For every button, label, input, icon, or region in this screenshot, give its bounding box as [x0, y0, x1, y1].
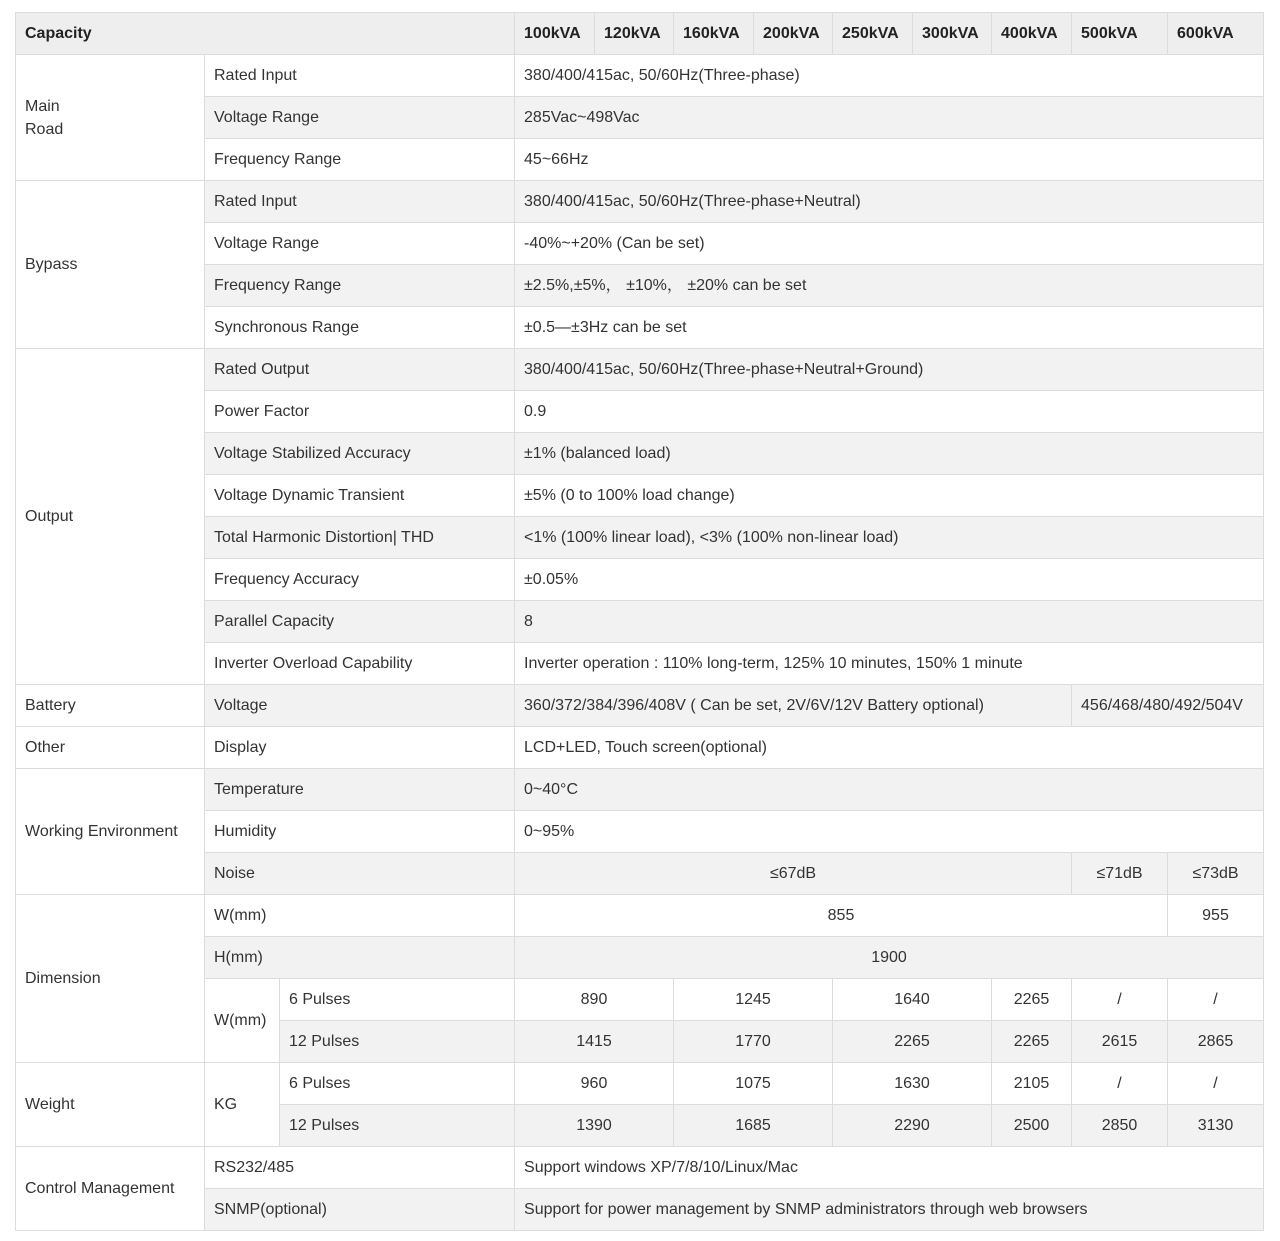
- row-value: ≤67dB: [515, 853, 1072, 895]
- capacity-400kva: 400kVA: [992, 13, 1072, 55]
- table-row: [16, 727, 1264, 769]
- row-label: Inverter Overload Capability: [205, 643, 515, 685]
- capacity-200kva: 200kVA: [754, 13, 833, 55]
- table-row: [16, 1147, 1264, 1189]
- row-label: Rated Input: [205, 181, 515, 223]
- capacity-100kva: 100kVA: [515, 13, 595, 55]
- category-battery: Battery: [16, 685, 205, 727]
- row-value: ≤73dB: [1168, 853, 1264, 895]
- row-value: /: [1168, 1063, 1264, 1105]
- row-label: SNMP(optional): [205, 1189, 515, 1231]
- row-label: Frequency Range: [205, 265, 515, 307]
- row-label: Display: [205, 727, 515, 769]
- capacity-300kva: 300kVA: [913, 13, 992, 55]
- row-value: 456/468/480/492/504V: [1072, 685, 1264, 727]
- row-label: KG: [205, 1063, 280, 1147]
- row-label: Rated Input: [205, 55, 515, 97]
- table-row: [16, 181, 1264, 223]
- row-value: 1245: [674, 979, 833, 1021]
- sub-row-label: 6 Pulses: [280, 1063, 515, 1105]
- row-value: 0~40°C: [515, 769, 1264, 811]
- table-header-row: [16, 13, 1264, 55]
- row-value: 2500: [992, 1105, 1072, 1147]
- row-label: H(mm): [205, 937, 515, 979]
- capacity-160kva: 160kVA: [674, 13, 754, 55]
- sub-row-label: 12 Pulses: [280, 1105, 515, 1147]
- row-value: 2265: [992, 1021, 1072, 1063]
- table-row: [16, 55, 1264, 97]
- row-value: 360/372/384/396/408V ( Can be set, 2V/6V/12V Battery optional): [515, 685, 1072, 727]
- row-value: 1640: [833, 979, 992, 1021]
- row-value: <1% (100% linear load), <3% (100% non-linear load): [515, 517, 1264, 559]
- row-value: /: [1072, 1063, 1168, 1105]
- row-value: Support for power management by SNMP administrators through web browsers: [515, 1189, 1264, 1231]
- table-row: [16, 685, 1264, 727]
- row-label: Temperature: [205, 769, 515, 811]
- row-label: W(mm): [205, 895, 515, 937]
- category-control-management: Control Management: [16, 1147, 205, 1231]
- spec-table-container: [15, 12, 1263, 1231]
- row-label: W(mm): [205, 979, 280, 1063]
- row-label: Voltage Dynamic Transient: [205, 475, 515, 517]
- row-value: 2615: [1072, 1021, 1168, 1063]
- capacity-600kva: 600kVA: [1168, 13, 1264, 55]
- row-value: 1630: [833, 1063, 992, 1105]
- row-value: 2865: [1168, 1021, 1264, 1063]
- ups-spec-table: [15, 12, 1264, 1231]
- row-label: Voltage Range: [205, 97, 515, 139]
- row-value: -40%~+20% (Can be set): [515, 223, 1264, 265]
- capacity-500kva: 500kVA: [1072, 13, 1168, 55]
- row-value: 8: [515, 601, 1264, 643]
- row-value: 1075: [674, 1063, 833, 1105]
- row-value: /: [1072, 979, 1168, 1021]
- category-dimension: Dimension: [16, 895, 205, 1063]
- row-value: ±2.5%,±5%， ±10%， ±20% can be set: [515, 265, 1264, 307]
- row-label: Parallel Capacity: [205, 601, 515, 643]
- row-label: Noise: [205, 853, 515, 895]
- row-value: 45~66Hz: [515, 139, 1264, 181]
- row-value: 1685: [674, 1105, 833, 1147]
- category-label: Main Road: [25, 97, 64, 138]
- row-label: Rated Output: [205, 349, 515, 391]
- row-value: 3130: [1168, 1105, 1264, 1147]
- row-label: Voltage Range: [205, 223, 515, 265]
- category-bypass: Bypass: [16, 181, 205, 349]
- row-value: Support windows XP/7/8/10/Linux/Mac: [515, 1147, 1264, 1189]
- row-value: 1415: [515, 1021, 674, 1063]
- category-main-road: [16, 55, 205, 181]
- row-value: 0~95%: [515, 811, 1264, 853]
- capacity-header: Capacity: [16, 13, 515, 55]
- row-value: 960: [515, 1063, 674, 1105]
- table-row: [16, 1063, 1264, 1105]
- row-value: 380/400/415ac, 50/60Hz(Three-phase): [515, 55, 1264, 97]
- row-label: Frequency Range: [205, 139, 515, 181]
- row-label: RS232/485: [205, 1147, 515, 1189]
- sub-row-label: 6 Pulses: [280, 979, 515, 1021]
- capacity-250kva: 250kVA: [833, 13, 913, 55]
- row-value: 2265: [833, 1021, 992, 1063]
- row-value: 1770: [674, 1021, 833, 1063]
- row-value: Inverter operation : 110% long-term, 125% 10 minutes, 150% 1 minute: [515, 643, 1264, 685]
- row-label: Voltage: [205, 685, 515, 727]
- row-value: 955: [1168, 895, 1264, 937]
- row-value: 1390: [515, 1105, 674, 1147]
- row-label: Frequency Accuracy: [205, 559, 515, 601]
- category-output: Output: [16, 349, 205, 685]
- row-label: Voltage Stabilized Accuracy: [205, 433, 515, 475]
- row-value: 0.9: [515, 391, 1264, 433]
- row-label: Power Factor: [205, 391, 515, 433]
- table-row: [16, 769, 1264, 811]
- table-row: [16, 349, 1264, 391]
- row-value: 2265: [992, 979, 1072, 1021]
- row-value: /: [1168, 979, 1264, 1021]
- table-row: [16, 895, 1264, 937]
- row-value: 380/400/415ac, 50/60Hz(Three-phase+Neutral): [515, 181, 1264, 223]
- sub-row-label: 12 Pulses: [280, 1021, 515, 1063]
- category-other: Other: [16, 727, 205, 769]
- row-value: ±0.05%: [515, 559, 1264, 601]
- row-value: 1900: [515, 937, 1264, 979]
- row-value: 285Vac~498Vac: [515, 97, 1264, 139]
- row-value: LCD+LED, Touch screen(optional): [515, 727, 1264, 769]
- category-working-environment: Working Environment: [16, 769, 205, 895]
- row-value: 890: [515, 979, 674, 1021]
- row-value: ±1% (balanced load): [515, 433, 1264, 475]
- row-value: ±0.5—±3Hz can be set: [515, 307, 1264, 349]
- row-label: Total Harmonic Distortion| THD: [205, 517, 515, 559]
- row-label: Synchronous Range: [205, 307, 515, 349]
- row-value: ≤71dB: [1072, 853, 1168, 895]
- row-value: 2290: [833, 1105, 992, 1147]
- row-value: 855: [515, 895, 1168, 937]
- row-value: 2105: [992, 1063, 1072, 1105]
- row-label: Humidity: [205, 811, 515, 853]
- row-value: ±5% (0 to 100% load change): [515, 475, 1264, 517]
- capacity-120kva: 120kVA: [595, 13, 674, 55]
- row-value: 2850: [1072, 1105, 1168, 1147]
- row-value: 380/400/415ac, 50/60Hz(Three-phase+Neutral+Ground): [515, 349, 1264, 391]
- category-weight: Weight: [16, 1063, 205, 1147]
